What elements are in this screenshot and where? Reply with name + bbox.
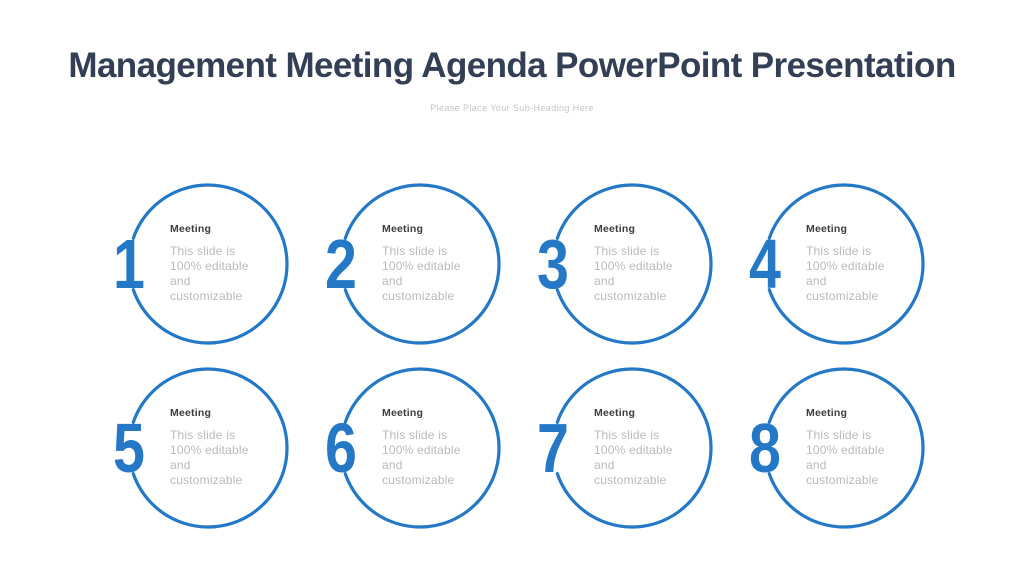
agenda-label: Meeting — [170, 407, 212, 419]
agenda-number: 4 — [749, 225, 781, 303]
agenda-text-block — [806, 223, 902, 304]
agenda-text-block — [806, 407, 902, 488]
agenda-description: This slide is 100% editable and customizable — [170, 428, 249, 487]
agenda-number: 2 — [325, 225, 357, 303]
agenda-number: 6 — [325, 409, 357, 487]
agenda-item-4 — [749, 179, 929, 349]
agenda-item-1 — [113, 179, 293, 349]
agenda-number: 1 — [113, 225, 145, 303]
agenda-label: Meeting — [806, 407, 848, 419]
agenda-description: This slide is 100% editable and customizable — [382, 244, 461, 303]
agenda-number: 5 — [113, 409, 145, 487]
agenda-text-block — [382, 223, 478, 304]
agenda-text-block — [170, 223, 266, 304]
agenda-number: 7 — [537, 409, 569, 487]
agenda-label: Meeting — [594, 407, 636, 419]
agenda-text-block — [594, 407, 690, 488]
agenda-item-7 — [537, 363, 717, 533]
agenda-number: 3 — [537, 225, 569, 303]
agenda-text-block — [170, 407, 266, 488]
agenda-description: This slide is 100% editable and customizable — [170, 244, 249, 303]
agenda-item-3 — [537, 179, 717, 349]
agenda-label: Meeting — [806, 223, 848, 235]
agenda-text-block — [382, 407, 478, 488]
agenda-item-6 — [325, 363, 505, 533]
agenda-description: This slide is 100% editable and customizable — [806, 428, 885, 487]
agenda-description: This slide is 100% editable and customizable — [382, 428, 461, 487]
agenda-description: This slide is 100% editable and customizable — [806, 244, 885, 303]
agenda-item-8 — [749, 363, 929, 533]
agenda-label: Meeting — [170, 223, 212, 235]
agenda-number: 8 — [749, 409, 781, 487]
agenda-text-block — [594, 223, 690, 304]
agenda-label: Meeting — [382, 223, 424, 235]
slide-title: Management Meeting Agenda PowerPoint Presentation — [68, 46, 956, 85]
agenda-description: This slide is 100% editable and customizable — [594, 428, 673, 487]
agenda-description: This slide is 100% editable and customizable — [594, 244, 673, 303]
agenda-item-2 — [325, 179, 505, 349]
slide-subtitle: Please Place Your Sub-Heading Here — [430, 103, 594, 113]
agenda-label: Meeting — [594, 223, 636, 235]
agenda-label: Meeting — [382, 407, 424, 419]
agenda-item-5 — [113, 363, 293, 533]
